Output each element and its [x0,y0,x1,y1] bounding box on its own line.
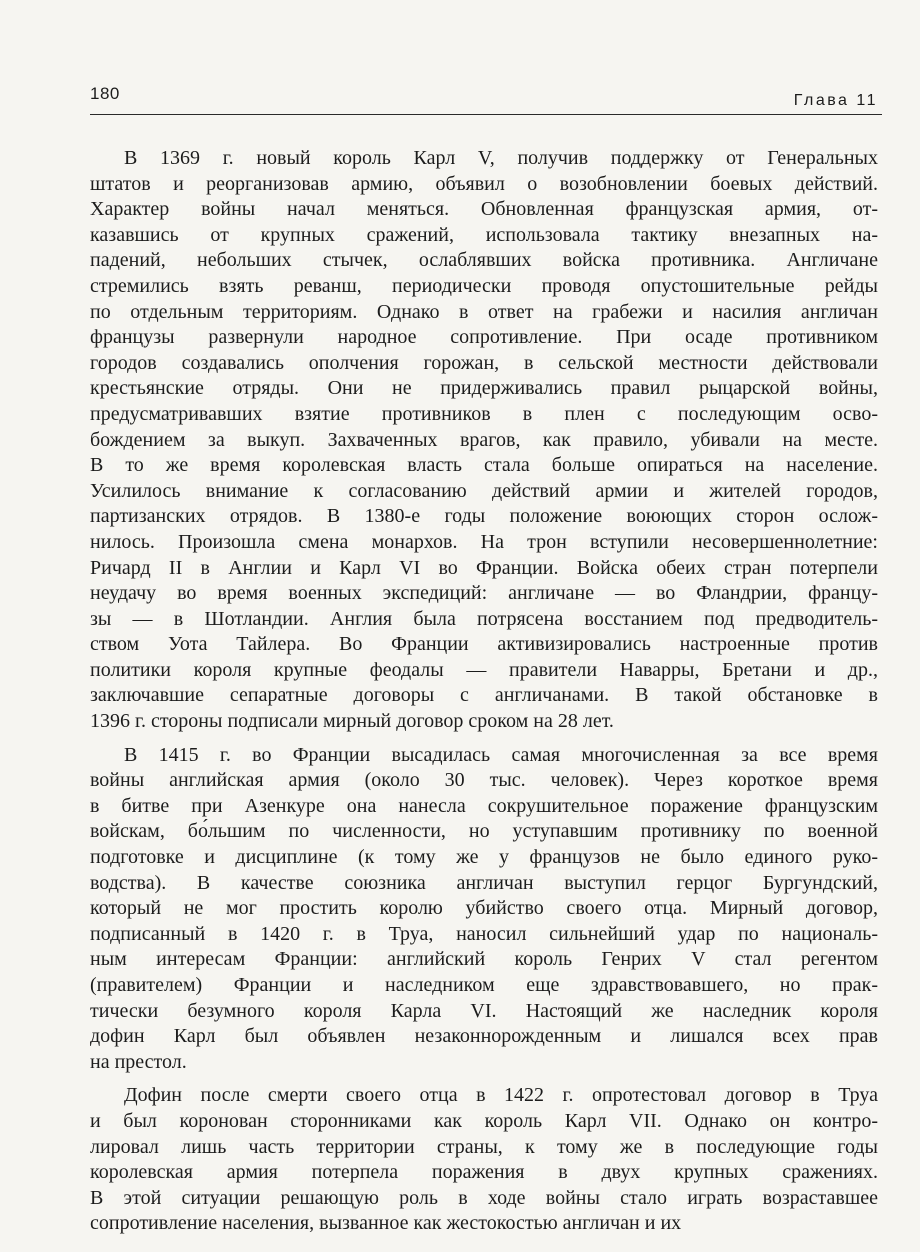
text-line: падений, небольших стычек, ослаблявших войска противника. Англичане [90,249,878,272]
text-line: подписанный в 1420 г. в Труа, наносил сильнейший удар по националь- [90,922,878,945]
text-line: в битве при Азенкуре она нанесла сокрушительное поражение французским [90,794,878,817]
chapter-label: Глава 11 [793,92,878,109]
paragraph [90,146,878,735]
page-number: 180 [90,84,120,103]
text-line: и был коронован сторонниками как король Карл VII. Однако он контро- [90,1109,878,1132]
text-line: 1396 г. стороны подписали мирный договор сроком на 28 лет. [90,710,614,733]
text-line: неудачу во время военных экспедиций: англичане — во Фландрии, францу- [90,582,878,605]
text-line: Характер войны начал меняться. Обновленная французская армия, от- [90,198,878,221]
text-line: партизанских отрядов. В 1380-е годы положение воюющих сторон ослож- [90,505,878,528]
text-line: сопротивление населения, вызванное как жестокостью англичан и их [90,1212,682,1235]
text-line: зы — в Шотландии. Англия была потрясена восстанием под предводитель- [90,607,878,630]
text-line: который не мог простить королю убийство своего отца. Мирный договор, [90,897,878,920]
text-line: (правителем) Франции и наследником еще здравствовавшего, но прак- [90,974,878,996]
text-line: Дофин после смерти своего отца в 1422 г. опротестовал договор в Труа [124,1084,878,1107]
text-line: подготовке и дисциплине (к тому же у французов не было единого руко- [90,846,878,869]
text-line: Ричард II в Англии и Карл VI во Франции. Войска обеих стран потерпели [90,556,878,579]
paragraph [90,1083,878,1237]
text-line: штатов и реорганизовав армию, объявил о возобновлении боевых действий. [90,172,878,195]
text-line: королевская армия потерпела поражения в двух крупных сражениях. [90,1161,878,1184]
text-line: войскам, бо́льшим по численности, но уступавшим противнику по военной [90,820,878,843]
header-rule [90,114,882,115]
text-line: казавшись от крупных сражений, использовала тактику внезапных на- [90,223,878,246]
text-line: на престол. [90,1050,187,1073]
text-line: лировал лишь часть территории страны, к тому же в последующие годы [90,1135,878,1158]
text-line: городов создавались ополчения горожан, в сельской местности действовали [90,351,878,374]
text-line: тически безумного короля Карла VI. Настоящий же наследник короля [90,999,878,1022]
text-line: политики короля крупные феодалы — правители Наварры, Бретани и др., [90,658,878,681]
text-line: заключавшие сепаратные договоры с англичанами. В такой обстановке в [90,684,878,707]
paragraph-gap [90,1075,878,1083]
text-line: водства). В качестве союзника англичан выступил герцог Бургундский, [90,871,878,894]
text-line: ством Уота Тайлера. Во Франции активизировались настроенные против [90,633,878,656]
text-line: нилось. Произошла смена монархов. На трон вступили несовершеннолетние: [90,530,878,553]
body-text [90,146,878,1237]
text-line: В 1369 г. новый король Карл V, получив поддержку от Генеральных [124,147,878,169]
text-line: стремились взять реванш, периодически проводя опустошительные рейды [90,274,878,297]
text-line: В 1415 г. во Франции высадилась самая многочисленная за все время [124,743,878,766]
paragraph-gap [90,735,878,743]
text-line: В этой ситуации решающую роль в ходе войны стало играть возраставшее [90,1186,878,1209]
text-line: ным интересам Франции: английский король Генрих V стал регентом [90,948,878,971]
text-line: дофин Карл был объявлен незаконнорожденным и лишался всех прав [90,1025,878,1048]
text-line: по отдельным территориям. Однако в ответ на грабежи и насилия англичан [90,300,878,323]
running-head [90,84,878,109]
text-line: бождением за выкуп. Захваченных врагов, как правило, убивали на месте. [90,428,878,451]
paragraph [90,743,878,1076]
text-line: французы развернули народное сопротивление. При осаде противником [90,326,878,349]
text-line: Усилилось внимание к согласованию действий армии и жителей городов, [90,479,878,502]
text-line: В то же время королевская власть стала больше опираться на население. [90,454,878,477]
text-line: войны английская армия (около 30 тыс. человек). Через короткое время [90,769,878,792]
text-line: крестьянские отряды. Они не придерживались правил рыцарской войны, [90,377,878,400]
text-line: предусматривавших взятие противников в плен с последующим осво- [90,402,878,425]
